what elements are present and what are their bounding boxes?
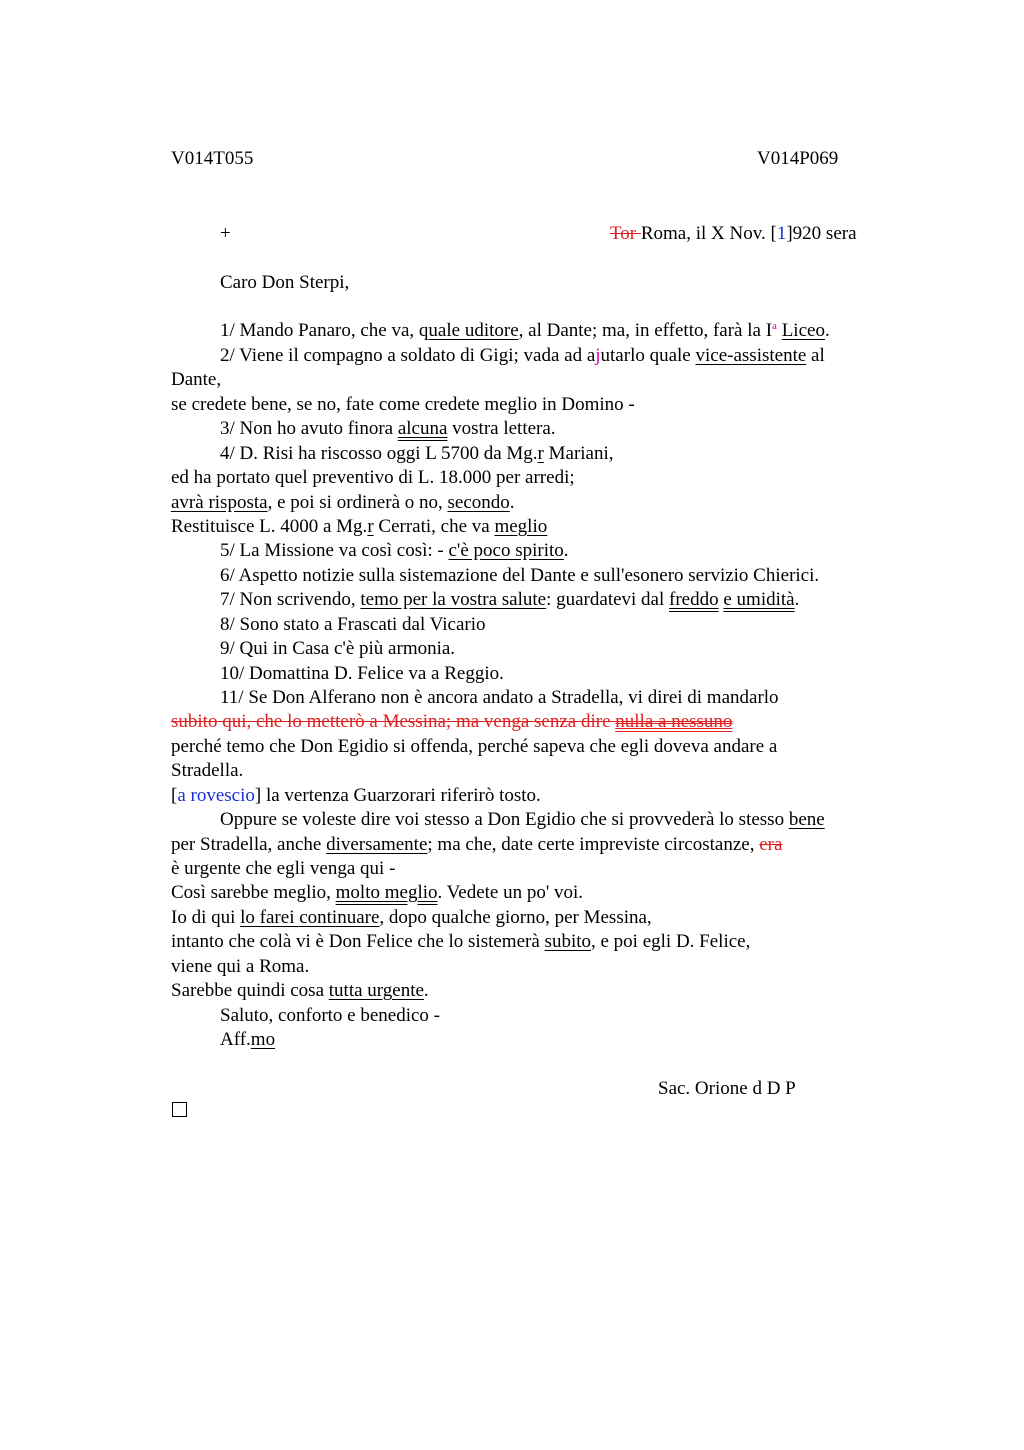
dateline-struck: Tor — [610, 223, 641, 244]
io-line: Io di qui lo farei continuare, dopo qualche giorno, per Messina, — [171, 907, 652, 928]
closing: Saluto, conforto e benedico - — [220, 1005, 441, 1026]
dateline-place: Roma, il X Nov. [ — [640, 223, 777, 244]
signature: Sac. Orione d D P — [658, 1078, 796, 1099]
point-4-cont-1: ed ha portato quel preventivo di L. 18.000 per arredi; — [171, 467, 575, 488]
salutation: Caro Don Sterpi, — [220, 272, 350, 293]
point-9: 9/ Qui in Casa c'è più armonia. — [220, 638, 456, 659]
point-2-cont-2: se credete bene, se no, fate come credete meglio in Domino - — [171, 394, 635, 415]
cosi-line: Così sarebbe meglio, molto meglio. Vedete un po' voi. — [171, 882, 584, 903]
oppure-cont-1: per Stradella, anche diversamente; ma che, date certe impreviste circostanze, era — [171, 834, 783, 855]
oppure-line: Oppure se voleste dire voi stesso a Don Egidio che si provvederà lo stesso bene — [220, 809, 825, 830]
point-3: 3/ Non ho avuto finora alcuna vostra lettera. — [220, 418, 556, 439]
cross-mark: + — [220, 223, 231, 244]
point-4-cont-3: Restituisce L. 4000 a Mg.r Cerrati, che va meglio — [171, 516, 548, 537]
viene-line: viene qui a Roma. — [171, 956, 310, 977]
point-10: 10/ Domattina D. Felice va a Reggio. — [220, 663, 504, 684]
point-4: 4/ D. Risi ha riscosso oggi L 5700 da Mg.r Mariani, — [220, 443, 614, 464]
point-1: 1/ Mando Panaro, che va, quale uditore, al Dante; ma, in effetto, farà la $I^a$ Liceo. — [220, 320, 830, 341]
point-5: 5/ La Missione va così così: - c'è poco spirito. — [220, 540, 569, 561]
dateline-digit: 1 — [776, 223, 787, 244]
header-right-code: V014P069 — [757, 148, 839, 169]
dateline-rest: ]920 sera — [786, 223, 857, 244]
sarebbe-line: Sarebbe quindi cosa tutta urgente. — [171, 980, 429, 1001]
point-6: 6/ Aspetto notizie sulla sistemazione del Dante e sull'esonero servizio Chierici. — [220, 565, 820, 586]
oppure-cont-2: è urgente che egli venga qui - — [171, 858, 396, 879]
point-2-cont-1: Dante, — [171, 369, 222, 390]
point-7: 7/ Non scrivendo, temo per la vostra salute: guardatevi dal freddo e umidità. — [220, 589, 800, 610]
point-11-cont-2: Stradella. — [171, 760, 244, 781]
aff-line: Aff.mo — [220, 1029, 276, 1050]
verso-note: [a rovescio] la vertenza Guarzorari riferirò tosto. — [171, 785, 541, 806]
intanto-line: intanto che colà vi è Don Felice che lo sistemerà subito, e poi egli D. Felice, — [171, 931, 751, 952]
point-8: 8/ Sono stato a Frascati dal Vicario — [220, 614, 486, 635]
point-11-cont-1: perché temo che Don Egidio si offenda, perché sapeva che egli doveva andare a — [171, 736, 778, 757]
point-4-cont-2: avrà risposta, e poi si ordinerà o no, secondo. — [171, 492, 515, 513]
header-left-code: V014T055 — [171, 148, 254, 169]
point-11-struck: subito qui, che lo metterò a Messina; ma venga senza dire nulla a nessuno — [171, 711, 733, 732]
dateline — [610, 224, 857, 243]
point-2: 2/ Viene il compagno a soldato di Gigi; vada ad ajutarlo quale vice-assistente al — [220, 345, 825, 366]
empty-square-icon — [172, 1102, 187, 1117]
point-11: 11/ Se Don Alferano non è ancora andato a Stradella, vi direi di mandarlo — [220, 687, 779, 708]
